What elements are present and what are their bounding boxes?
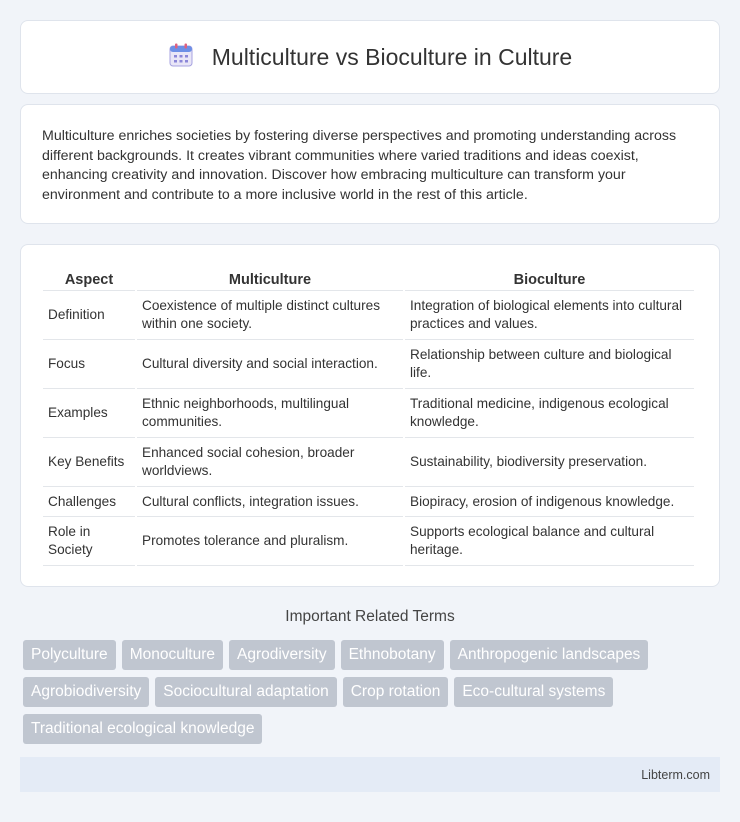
tag-agrobiodiversity[interactable]: Agrobiodiversity: [23, 677, 149, 707]
table-row: [43, 438, 694, 487]
row-bioculture: Sustainability, biodiversity preservation.: [405, 438, 694, 487]
table-row: [43, 291, 694, 340]
row-aspect: Role in Society: [43, 517, 135, 566]
tag-monoculture[interactable]: Monoculture: [122, 640, 223, 670]
tag-traditional-ecological-knowledge[interactable]: Traditional ecological knowledge: [23, 714, 262, 744]
tag-sociocultural-adaptation[interactable]: Sociocultural adaptation: [155, 677, 336, 707]
header-bioculture: Bioculture: [405, 265, 694, 291]
footer: [20, 757, 720, 792]
footer-brand[interactable]: Libterm.com: [641, 767, 710, 782]
tag-eco-cultural-systems[interactable]: Eco-cultural systems: [454, 677, 613, 707]
tag-ethnobotany[interactable]: Ethnobotany: [341, 640, 444, 670]
comparison-card: [20, 244, 720, 587]
row-multiculture: Ethnic neighborhoods, multilingual communities.: [137, 389, 403, 438]
table-row: [43, 487, 694, 517]
row-bioculture: Supports ecological balance and cultural heritage.: [405, 517, 694, 566]
tag-crop-rotation[interactable]: Crop rotation: [343, 677, 449, 707]
tag-agrodiversity[interactable]: Agrodiversity: [229, 640, 335, 670]
intro-text: Multiculture enriches societies by fostering diverse perspectives and promoting understanding across different backgrounds. It creates vibrant communities where varied traditions and ideas coexist, enhancing creativity and innovation. Discover how embracing multiculture can transform your environment and contribute to a more inclusive world in the rest of this article.: [42, 128, 677, 203]
related-terms-title: Important Related Terms: [285, 608, 455, 625]
row-aspect: Examples: [43, 389, 135, 438]
calendar-icon: [168, 42, 194, 73]
table-row: [43, 340, 694, 389]
header-aspect: Aspect: [43, 265, 135, 291]
tag-polyculture[interactable]: Polyculture: [23, 640, 116, 670]
table-row: [43, 389, 694, 438]
row-bioculture: Relationship between culture and biological life.: [405, 340, 694, 389]
page-title: Multiculture vs Bioculture in Culture: [211, 43, 573, 70]
header-card: [20, 20, 720, 94]
row-multiculture: Coexistence of multiple distinct cultures within one society.: [137, 291, 403, 340]
related-tags: [23, 640, 723, 744]
row-aspect: Focus: [43, 340, 135, 389]
table-header-row: [43, 265, 694, 291]
tag-anthropogenic-landscapes[interactable]: Anthropogenic landscapes: [450, 640, 649, 670]
header-multiculture: Multiculture: [137, 265, 403, 291]
row-bioculture: Biopiracy, erosion of indigenous knowledge.: [405, 487, 694, 517]
row-multiculture: Enhanced social cohesion, broader worldviews.: [137, 438, 403, 487]
row-aspect: Key Benefits: [43, 438, 135, 487]
row-bioculture: Integration of biological elements into cultural practices and values.: [405, 291, 694, 340]
row-bioculture: Traditional medicine, indigenous ecological knowledge.: [405, 389, 694, 438]
intro-card: [20, 104, 720, 224]
title-wrap: [168, 42, 572, 73]
row-aspect: Definition: [43, 291, 135, 340]
row-multiculture: Cultural conflicts, integration issues.: [137, 487, 403, 517]
table-row: [43, 517, 694, 566]
row-multiculture: Promotes tolerance and pluralism.: [137, 517, 403, 566]
row-aspect: Challenges: [43, 487, 135, 517]
row-multiculture: Cultural diversity and social interaction.: [137, 340, 403, 389]
comparison-table: [41, 265, 696, 566]
